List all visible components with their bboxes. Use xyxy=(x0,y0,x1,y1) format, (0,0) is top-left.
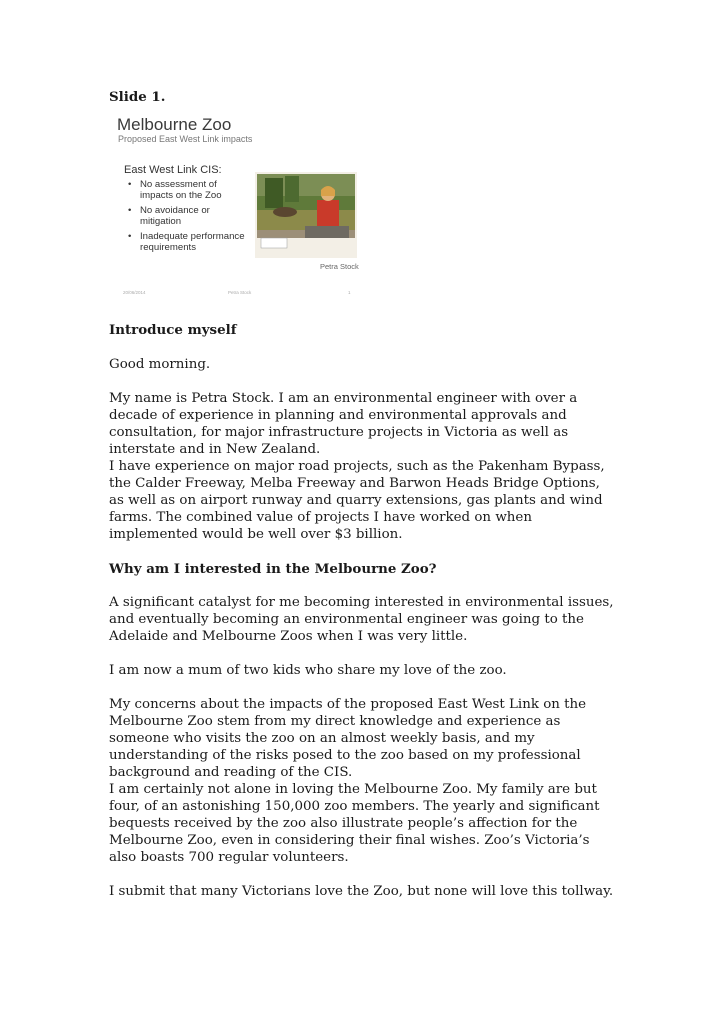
bullet-icon: • xyxy=(128,231,132,242)
heading-introduce: Introduce myself xyxy=(109,322,237,338)
paragraph-greeting: Good morning. xyxy=(109,357,211,372)
slide-bullet-text: Inadequate performance requirements xyxy=(140,231,245,254)
slide-footer-date: 20/06/2014 xyxy=(123,290,146,295)
bullet-icon: • xyxy=(128,179,132,190)
slide-bullet-text: No assessment of impacts on the Zoo xyxy=(140,179,222,202)
paragraph-mum: I am now a mum of two kids who share my love of the zoo. xyxy=(109,663,507,678)
slide-thumbnail xyxy=(112,110,362,300)
slide-author: Petra Stock xyxy=(320,262,359,271)
slide-footer-author: Petra Stock xyxy=(228,290,252,295)
bullet-icon: • xyxy=(128,205,132,216)
slide-heading: East West Link CIS: xyxy=(124,164,222,176)
slide-footer-page: 1 xyxy=(348,290,351,295)
slide-subtitle: Proposed East West Link impacts xyxy=(118,134,253,144)
paragraph-members: I am certainly not alone in loving the Melbourne Zoo. My family are but four, of an astonishing 150,000 zoo members. The yearly and significant bequests received by the zoo also illustrate people’s affection for the Melbourne Zoo, even in considering their final wishes. Zoo’s Victoria’s also boasts 700 regular volunteers. xyxy=(109,782,600,865)
paragraph-submit: I submit that many Victorians love the Zoo, but none will love this tollway. xyxy=(109,884,614,899)
slide-title: Melbourne Zoo xyxy=(117,115,232,134)
paragraph-experience: I have experience on major road projects, such as the Pakenham Bypass, the Calder Freeway, Melba Freeway and Barwon Heads Bridge Options, as well as on airport runway and quarry extensions, gas plants and wind farms. The combined value of projects I have worked on when implemented would be well over $3 billion. xyxy=(109,459,605,542)
heading-why: Why am I interested in the Melbourne Zoo? xyxy=(109,561,437,577)
paragraph-catalyst: A significant catalyst for me becoming interested in environmental issues, and eventually becoming an environmental engineer was going to the Adelaide and Melbourne Zoos when I was very little. xyxy=(109,595,614,644)
paragraph-intro: My name is Petra Stock. I am an environmental engineer with over a decade of experience in planning and environmental approvals and consultation, for major infrastructure projects in Victoria as well as interstate and in New Zealand. xyxy=(109,391,578,457)
slide-label: Slide 1. xyxy=(109,89,166,105)
slide-bullet-text: No avoidance or mitigation xyxy=(140,205,210,228)
zoo-photo xyxy=(255,172,357,258)
paragraph-concerns: My concerns about the impacts of the proposed East West Link on the Melbourne Zoo stem from my direct knowledge and experience as someone who visits the zoo on an almost weekly basis, and my understanding of the risks posed to the zoo based on my professional background and reading of the CIS. xyxy=(109,697,587,780)
